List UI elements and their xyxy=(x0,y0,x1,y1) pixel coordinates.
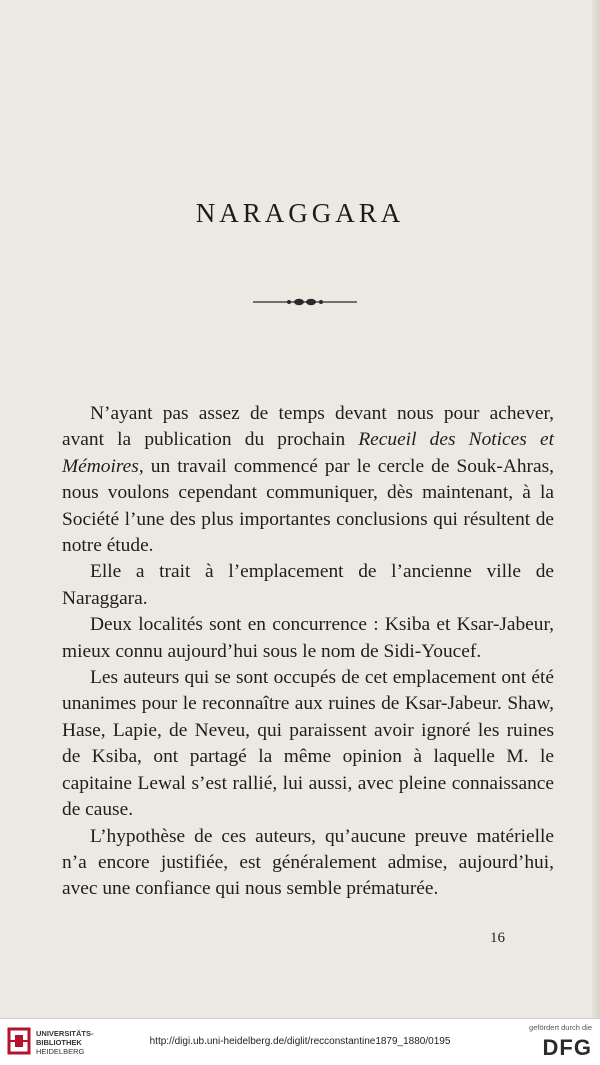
chapter-title: NARAGGARA xyxy=(195,198,405,228)
paragraph-text: Elle a trait à l’emplacement de l’ancienne ville de Naraggara. xyxy=(62,561,554,609)
paragraph-text: Deux localités sont en concurrence : Ksiba et Ksar-Jabeur, mieux connu aujourd’hui sous le nom de Sidi-Youcef. xyxy=(62,614,554,662)
dfg-logo: DFG xyxy=(542,1035,592,1060)
italic-title-text: Recueil des Notices et Mémoires xyxy=(62,429,554,477)
paragraph-text: L’hypothèse de ces auteurs, qu’aucune preuve matérielle n’a encore justifiée, est généralement admise, aujourd’hui, avec une confiance qui nous semble prématurée. xyxy=(62,825,554,900)
body-paragraph xyxy=(62,665,554,823)
body-text xyxy=(62,401,554,903)
body-paragraph xyxy=(62,824,554,903)
library-line: BIBLIOTHEK xyxy=(36,1038,82,1047)
funding-label: gefördert durch die xyxy=(529,1023,592,1032)
paragraph-text: Les auteurs qui se sont occupés de cet emplacement ont été unanimes pour le reconnaître aux ruines de Ksar-Jabeur. Shaw, Hase, Lapie, de Neveu, qui paraissent avoir ignoré les ruines de Ksiba, ont partagé la même opinion à laquelle M. le capitaine Lewal s’est rallié, lui aussi, avec pleine connaissance de cause. xyxy=(62,667,554,821)
ornament-divider-icon xyxy=(253,296,357,308)
library-line: HEIDELBERG xyxy=(36,1047,85,1056)
library-line: UNIVERSITÄTS- xyxy=(36,1029,94,1038)
page-edge xyxy=(592,0,600,1018)
body-paragraph xyxy=(62,401,554,559)
paragraph-text: N’ayant pas assez de temps devant nous pour achever, avant la publication du prochain xyxy=(62,403,554,451)
body-paragraph xyxy=(62,559,554,612)
page-number: 16 xyxy=(490,930,505,946)
footer-bar xyxy=(0,1018,600,1065)
body-paragraph xyxy=(62,612,554,665)
source-url-link[interactable]: http://digi.ub.uni-heidelberg.de/diglit/recconstantine1879_1880/0195 xyxy=(149,1036,451,1047)
paragraph-text: , un travail commencé par le cercle de Souk-Ahras, nous voulons cependant communiquer, dès maintenant, à la Société l’une des plus importantes conclusions qui résultent de notre étude. xyxy=(62,455,554,557)
